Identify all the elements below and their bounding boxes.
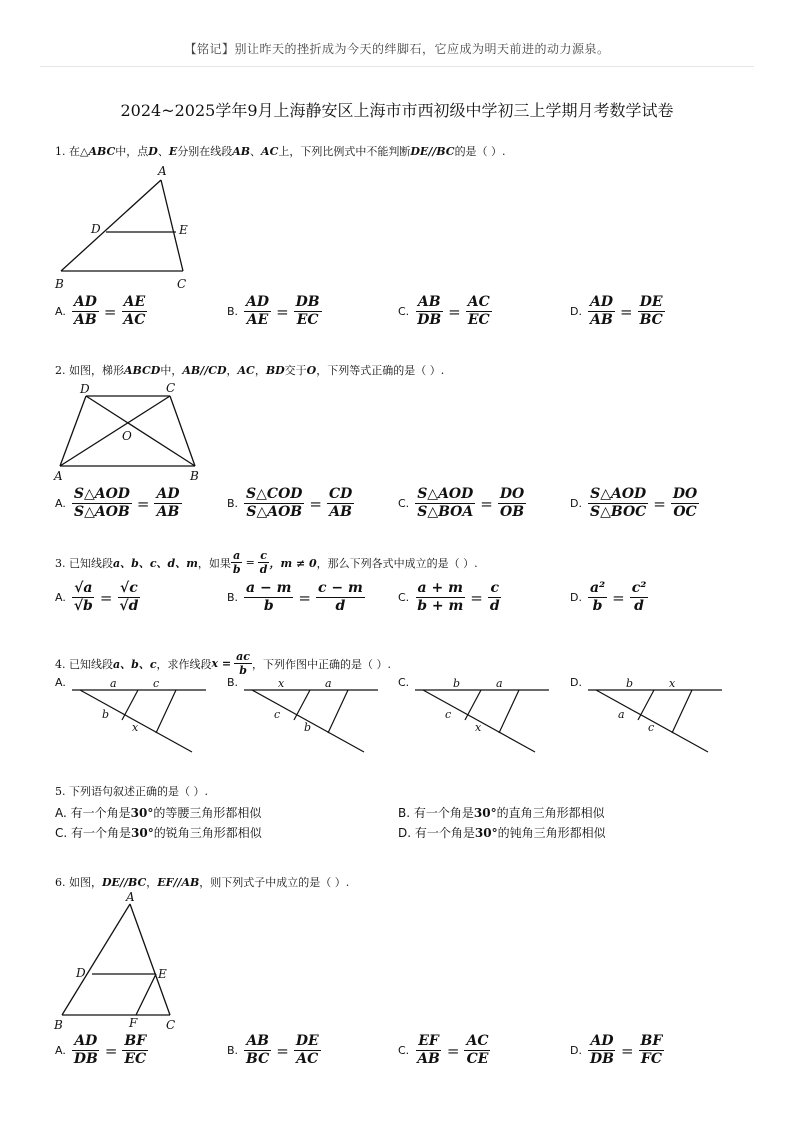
q4-option-b-figure bbox=[240, 676, 380, 756]
text-fragment: D. bbox=[570, 591, 582, 604]
q2-option-c[interactable]: C. $\frac{\text{S△AOD}}{\text{S△BOA}}$ = $\frac{DO}{OB}$ bbox=[398, 486, 525, 520]
text-fragment: AC bbox=[466, 1033, 489, 1049]
text-fragment: ，下列等式正确的是（ ）. bbox=[316, 364, 445, 377]
text-fragment: 中， bbox=[160, 364, 183, 377]
text-fragment: b bbox=[304, 721, 312, 734]
text-fragment: DB bbox=[417, 312, 442, 328]
q5-option-a[interactable] bbox=[55, 804, 261, 821]
text-fragment: b bbox=[101, 708, 109, 721]
text-fragment: 有一个角是 bbox=[414, 826, 475, 840]
text-fragment: c bbox=[647, 721, 655, 734]
text-fragment: c bbox=[445, 708, 452, 721]
text-fragment: AD bbox=[156, 486, 180, 502]
text-fragment: AB//CD bbox=[182, 364, 227, 377]
text-fragment: A. bbox=[55, 676, 66, 689]
q6-label-F: F bbox=[129, 1016, 138, 1030]
text-fragment: ， bbox=[146, 876, 158, 889]
text-fragment: DO bbox=[672, 486, 698, 502]
q3-stem: 3. 已知线段 a、b、c、d、m ，如果 $\frac{a}{b}$ = $\frac{c}{d}$ ，m ≠ 0 ，那么下列各式中成立的是（ ）. bbox=[55, 549, 478, 576]
text-fragment: EF bbox=[418, 1033, 439, 1049]
text-fragment: S△BOA bbox=[417, 504, 474, 520]
text-fragment: b + m bbox=[417, 598, 464, 614]
text-fragment: BD bbox=[265, 364, 285, 377]
q4-option-c[interactable] bbox=[398, 676, 551, 756]
text-fragment: 中，点 bbox=[115, 145, 149, 158]
text-fragment: d bbox=[634, 598, 644, 614]
text-fragment: S△AOB bbox=[73, 504, 130, 520]
text-fragment: b bbox=[453, 677, 461, 690]
text-fragment: d bbox=[335, 598, 346, 614]
text-fragment: B. bbox=[227, 1044, 239, 1057]
text-fragment: 30° bbox=[130, 806, 154, 820]
q1-triangle-figure bbox=[50, 160, 200, 292]
text-fragment: EC bbox=[467, 312, 490, 328]
text-fragment: ，m ≠ 0 bbox=[269, 556, 317, 570]
q2-label-B: B bbox=[190, 469, 199, 483]
text-fragment: b bbox=[592, 598, 603, 614]
q2-label-C: C bbox=[166, 381, 176, 395]
text-fragment: S△AOD bbox=[417, 486, 474, 502]
text-fragment: d bbox=[489, 598, 500, 614]
text-fragment: CD bbox=[328, 486, 353, 502]
text-fragment: b bbox=[232, 563, 241, 576]
q4-option-d-figure bbox=[584, 676, 724, 756]
q2-option-a[interactable]: A. $\frac{\text{S△AOD}}{\text{S△AOB}}$ = $\frac{AD}{AB}$ bbox=[55, 486, 180, 520]
text-fragment: AB bbox=[246, 1033, 270, 1049]
text-fragment: 的等腰三角形都相似 bbox=[153, 806, 262, 820]
text-fragment: 3. 已知线段 bbox=[55, 556, 113, 570]
q5-option-c[interactable] bbox=[55, 824, 262, 841]
text-fragment: 、 bbox=[250, 145, 262, 158]
text-fragment: AC bbox=[123, 312, 146, 328]
text-fragment: 1. 在 bbox=[55, 145, 80, 158]
text-fragment: △ABC bbox=[80, 145, 116, 158]
text-fragment: 有一个角是 bbox=[413, 806, 474, 820]
text-fragment: AD bbox=[246, 294, 270, 310]
q4-option-d[interactable] bbox=[570, 676, 724, 756]
text-fragment: a bbox=[109, 677, 117, 690]
text-fragment: ABCD bbox=[124, 364, 161, 377]
q3-option-a[interactable]: A. $\frac{√a}{√b}$ = $\frac{√c}{√d}$ bbox=[55, 580, 139, 614]
q2-label-O: O bbox=[122, 429, 132, 443]
text-fragment: x bbox=[278, 677, 285, 690]
text-fragment: 的直角三角形都相似 bbox=[496, 806, 605, 820]
text-fragment: 的是（ ）. bbox=[454, 145, 506, 158]
text-fragment: b bbox=[239, 664, 247, 677]
text-fragment: DB bbox=[73, 1051, 98, 1067]
text-fragment: ， bbox=[254, 364, 266, 377]
text-fragment: DE//BC bbox=[102, 876, 147, 889]
text-fragment: a bbox=[617, 708, 625, 721]
text-fragment: CE bbox=[466, 1051, 489, 1067]
text-fragment: AD bbox=[590, 1033, 614, 1049]
text-fragment: C. bbox=[398, 1044, 410, 1057]
text-fragment: ac bbox=[236, 650, 250, 663]
q6-option-c[interactable]: C. $\frac{EF}{AB}$ = $\frac{AC}{CE}$ bbox=[398, 1033, 489, 1067]
text-fragment: AC bbox=[467, 294, 490, 310]
q1-option-c[interactable]: C. $\frac{AB}{DB}$ = $\frac{AC}{EC}$ bbox=[398, 294, 490, 328]
text-fragment: c bbox=[152, 677, 159, 690]
text-fragment: 6. 如图， bbox=[55, 876, 102, 889]
text-fragment: C. bbox=[398, 676, 410, 689]
q6-label-D: D bbox=[76, 966, 86, 980]
q1-label-C: C bbox=[177, 277, 187, 291]
q4-option-a[interactable] bbox=[55, 676, 208, 756]
text-fragment: a² bbox=[589, 580, 606, 596]
text-fragment: 的钝角三角形都相似 bbox=[497, 826, 606, 840]
text-fragment: AB bbox=[329, 504, 352, 520]
q4-option-a-figure bbox=[68, 676, 208, 756]
text-fragment: AB bbox=[73, 312, 97, 328]
text-fragment: A. bbox=[55, 305, 66, 318]
text-fragment: AC bbox=[261, 145, 279, 158]
text-fragment: 2. 如图，梯形 bbox=[55, 364, 124, 377]
text-fragment: x bbox=[475, 721, 482, 734]
text-fragment: AC bbox=[237, 364, 255, 377]
text-fragment: B. bbox=[227, 497, 239, 510]
text-fragment: √a bbox=[74, 580, 93, 596]
text-fragment: ，下列作图中正确的是（ ）. bbox=[251, 657, 391, 671]
q1-label-B: B bbox=[55, 277, 64, 291]
text-fragment: DO bbox=[499, 486, 525, 502]
q3-option-d[interactable]: D. $\frac{\text{a²}}{b}$ = $\frac{\text{c²}}{d}$ bbox=[570, 580, 647, 614]
text-fragment: O bbox=[306, 364, 317, 377]
text-fragment: AD bbox=[74, 1033, 98, 1049]
text-fragment: a − m bbox=[246, 580, 292, 596]
text-fragment: C. bbox=[398, 305, 410, 318]
q6-option-a[interactable]: A. $\frac{AD}{DB}$ = $\frac{BF}{EC}$ bbox=[55, 1033, 147, 1067]
text-fragment: x bbox=[668, 677, 676, 690]
q4-option-b[interactable] bbox=[227, 676, 380, 756]
text-fragment: EF//AB bbox=[157, 876, 200, 889]
text-fragment: c − m bbox=[318, 580, 363, 596]
text-fragment: BF bbox=[640, 1033, 663, 1049]
text-fragment: a + m bbox=[417, 580, 463, 596]
q1-label-E: E bbox=[179, 223, 188, 237]
text-fragment: 30° bbox=[474, 826, 498, 840]
text-fragment: B. bbox=[227, 305, 239, 318]
text-fragment: 30° bbox=[473, 806, 497, 820]
text-fragment: OC bbox=[673, 504, 697, 520]
text-fragment: DE//BC bbox=[410, 145, 455, 158]
q2-label-A: A bbox=[54, 469, 63, 483]
text-fragment: √c bbox=[120, 580, 138, 596]
text-fragment: 、 bbox=[157, 145, 169, 158]
text-fragment: A. bbox=[55, 1044, 66, 1057]
text-fragment: S△AOD bbox=[73, 486, 130, 502]
text-fragment: a、b、c、d、m bbox=[113, 556, 198, 570]
text-fragment: x = bbox=[211, 657, 232, 670]
q4-stem bbox=[55, 650, 391, 677]
text-fragment: AD bbox=[73, 294, 97, 310]
q1-option-d[interactable]: D. $\frac{AD}{AB}$ = $\frac{DE}{BC}$ bbox=[570, 294, 663, 328]
text-fragment: S△BOC bbox=[589, 504, 647, 520]
header-divider bbox=[40, 66, 754, 67]
q3-option-c[interactable]: C. $\frac{a + m}{b + m}$ = $\frac{c}{d}$ bbox=[398, 580, 500, 614]
q6-label-B: B bbox=[54, 1018, 63, 1032]
text-fragment: 30° bbox=[131, 826, 154, 840]
text-fragment: a bbox=[496, 677, 503, 690]
text-fragment: 上，下列比例式中不能判断 bbox=[278, 145, 411, 158]
q2-stem bbox=[55, 362, 444, 378]
q3-option-b[interactable]: B. $\frac{a - m}{b}$ = $\frac{c - m}{d}$ bbox=[227, 580, 363, 614]
q6-label-E: E bbox=[158, 967, 167, 981]
text-fragment: c bbox=[490, 580, 500, 596]
text-fragment: EC bbox=[296, 312, 319, 328]
q5-option-b[interactable] bbox=[398, 804, 605, 821]
text-fragment: a、b、c bbox=[113, 657, 157, 671]
text-fragment: x bbox=[131, 721, 139, 734]
q6-triangle-figure bbox=[48, 890, 188, 1035]
text-fragment: DE bbox=[295, 1033, 319, 1049]
text-fragment: D bbox=[148, 145, 158, 158]
text-fragment: DB bbox=[295, 294, 320, 310]
text-fragment: D. bbox=[570, 305, 582, 318]
text-fragment: DB bbox=[589, 1051, 614, 1067]
text-fragment: 交于 bbox=[284, 364, 307, 377]
text-fragment: √b bbox=[73, 598, 93, 614]
text-fragment: A. bbox=[55, 806, 67, 820]
text-fragment: ， bbox=[226, 364, 238, 377]
text-fragment: S△AOB bbox=[246, 504, 303, 520]
text-fragment: 的锐角三角形都相似 bbox=[153, 826, 262, 840]
text-fragment: BF bbox=[124, 1033, 147, 1049]
text-fragment: B. bbox=[398, 806, 411, 820]
text-fragment: d bbox=[259, 563, 268, 576]
text-fragment: D. bbox=[570, 676, 582, 689]
text-fragment: D. bbox=[398, 826, 412, 840]
text-fragment: D. bbox=[570, 497, 582, 510]
text-fragment: BC bbox=[639, 312, 663, 328]
text-fragment: c bbox=[274, 708, 281, 721]
q1-label-D: D bbox=[91, 222, 101, 236]
text-fragment: A. bbox=[55, 591, 66, 604]
text-fragment: OB bbox=[500, 504, 525, 520]
text-fragment: C. bbox=[398, 497, 410, 510]
q1-stem bbox=[55, 143, 506, 159]
q5-stem: 5. 下列语句叙述正确的是（ ）. bbox=[55, 785, 208, 798]
text-fragment: ，则下列式子中成立的是（ ）. bbox=[199, 876, 350, 889]
text-fragment: AE bbox=[246, 312, 269, 328]
text-fragment: b bbox=[263, 598, 274, 614]
q1-option-a[interactable]: A. $\frac{AD}{AB}$ = $\frac{AE}{AC}$ bbox=[55, 294, 146, 328]
text-fragment: D. bbox=[570, 1044, 582, 1057]
q6-label-C: C bbox=[166, 1018, 176, 1032]
text-fragment: FC bbox=[640, 1051, 662, 1067]
text-fragment: BC bbox=[246, 1051, 270, 1067]
text-fragment: ，如果 bbox=[197, 556, 231, 570]
text-fragment: B. bbox=[227, 676, 239, 689]
text-fragment: AB bbox=[232, 145, 251, 158]
text-fragment: a bbox=[233, 549, 241, 562]
q2-trapezoid-figure bbox=[50, 378, 210, 486]
text-fragment: 有一个角是 bbox=[71, 826, 132, 840]
text-fragment: a bbox=[325, 677, 332, 690]
text-fragment: AB bbox=[590, 312, 613, 328]
text-fragment: C. bbox=[398, 591, 410, 604]
text-fragment: AB bbox=[417, 1051, 440, 1067]
text-fragment: AE bbox=[123, 294, 146, 310]
text-fragment: AC bbox=[296, 1051, 319, 1067]
text-fragment: E bbox=[168, 145, 178, 158]
text-fragment: DE bbox=[639, 294, 663, 310]
q1-option-b[interactable]: B. $\frac{AD}{AE}$ = $\frac{DB}{EC}$ bbox=[227, 294, 320, 328]
text-fragment: 分别在线段 bbox=[177, 145, 233, 158]
text-fragment: B. bbox=[227, 591, 239, 604]
text-fragment: c² bbox=[631, 580, 647, 596]
text-fragment: AB bbox=[417, 294, 441, 310]
q2-option-b[interactable]: B. $\frac{\text{S△COD}}{\text{S△AOB}}$ = $\frac{CD}{AB}$ bbox=[227, 486, 353, 520]
text-fragment: c bbox=[260, 549, 267, 562]
text-fragment: √d bbox=[119, 598, 139, 614]
q2-option-d[interactable]: D. $\frac{\text{S△AOD}}{\text{S△BOC}}$ = $\frac{DO}{OC}$ bbox=[570, 486, 698, 520]
text-fragment: b bbox=[625, 677, 634, 690]
text-fragment: EC bbox=[124, 1051, 147, 1067]
q6-stem bbox=[55, 874, 349, 890]
text-fragment: A. bbox=[55, 497, 66, 510]
text-fragment: ，求作线段 bbox=[156, 657, 212, 671]
q4-option-c-figure bbox=[411, 676, 551, 756]
text-fragment: AB bbox=[156, 504, 180, 520]
text-fragment: AD bbox=[589, 294, 613, 310]
text-fragment: C. bbox=[55, 826, 68, 840]
q1-label-A: A bbox=[158, 164, 167, 178]
q6-option-b[interactable]: B. $\frac{AB}{BC}$ = $\frac{DE}{AC}$ bbox=[227, 1033, 319, 1067]
text-fragment: S△AOD bbox=[590, 486, 647, 502]
text-fragment: S△COD bbox=[246, 486, 303, 502]
q2-label-D: D bbox=[80, 382, 90, 396]
page-title: 2024~2025学年9月上海静安区上海市市西初级中学初三上学期月考数学试卷 bbox=[120, 101, 674, 120]
q6-option-d[interactable]: D. $\frac{AD}{DB}$ = $\frac{BF}{FC}$ bbox=[570, 1033, 663, 1067]
q6-label-A: A bbox=[126, 890, 135, 904]
text-fragment: 有一个角是 bbox=[70, 806, 131, 820]
text-fragment: ，那么下列各式中成立的是（ ）. bbox=[316, 556, 478, 570]
text-fragment: 4. 已知线段 bbox=[55, 657, 113, 671]
motto: 【铭记】别让昨天的挫折成为今天的绊脚石，它应成为明天前进的动力源泉。 bbox=[184, 42, 610, 56]
q5-option-d[interactable] bbox=[398, 824, 606, 841]
